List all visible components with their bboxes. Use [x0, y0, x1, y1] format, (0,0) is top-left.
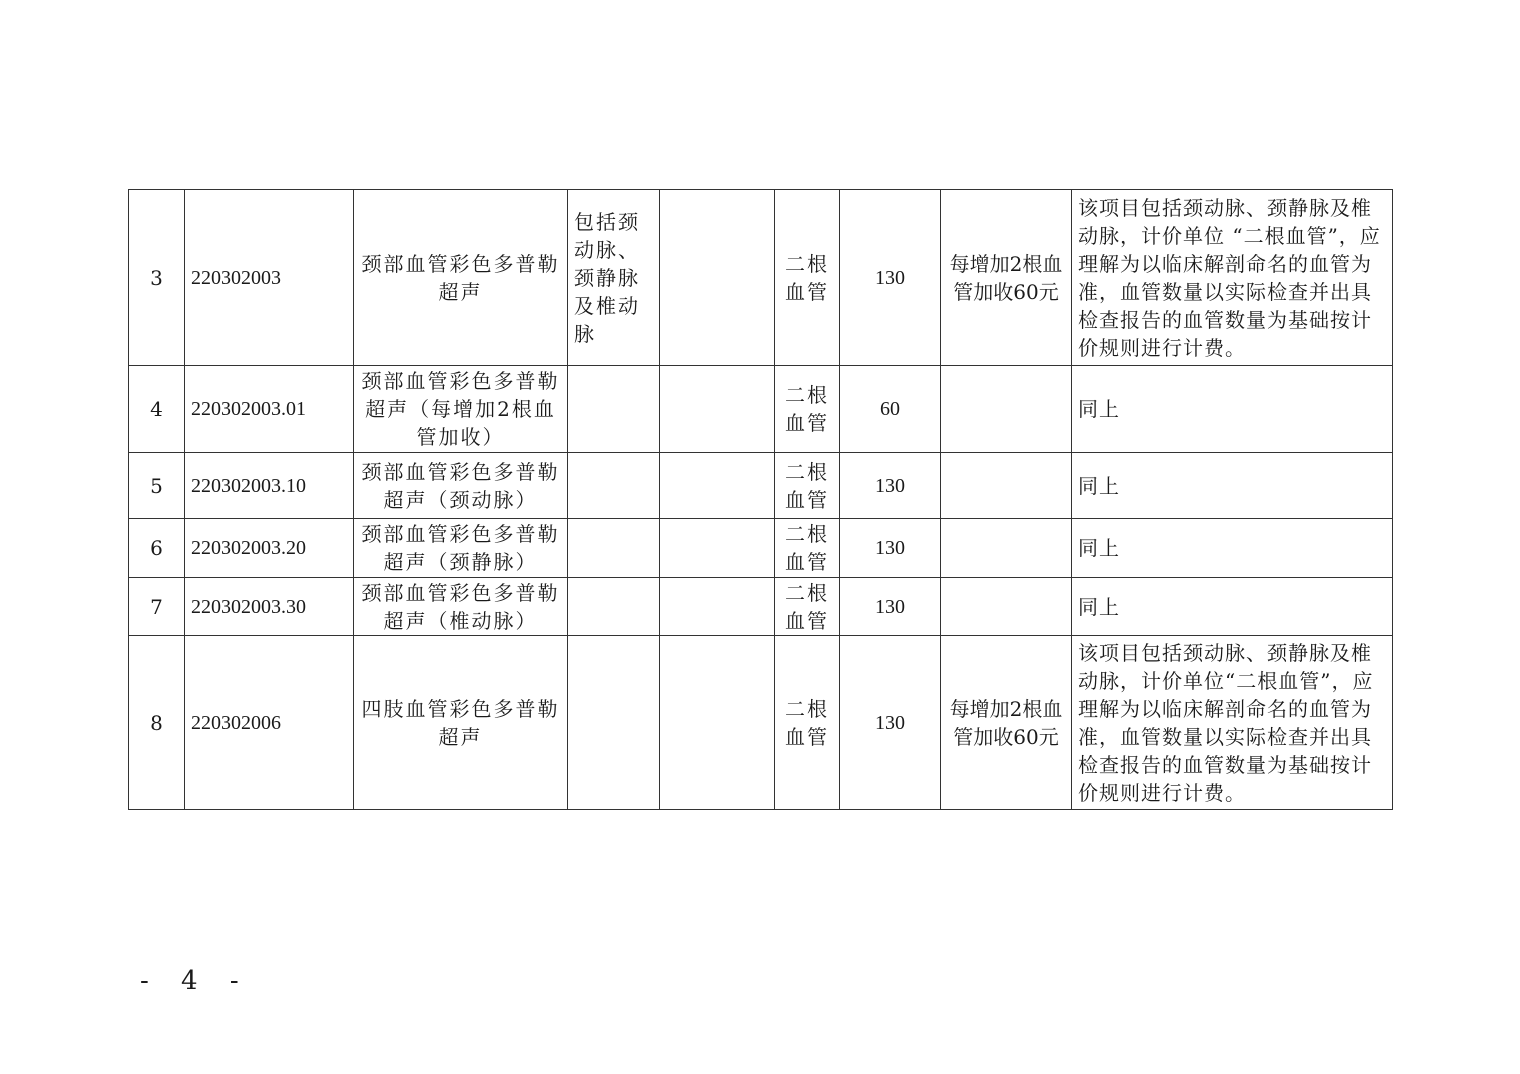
pricing-note: [941, 453, 1072, 519]
item-remark: 同上: [1072, 366, 1393, 453]
row-number: 8: [129, 636, 185, 810]
table-row: [129, 366, 1393, 453]
table-row: [129, 636, 1393, 810]
item-price: 130: [840, 190, 941, 366]
item-code: 220302003.10: [185, 453, 354, 519]
pricing-unit: 二根血管: [775, 636, 840, 810]
table-row: [129, 453, 1393, 519]
row-number: 4: [129, 366, 185, 453]
item-remark: 该项目包括颈动脉、颈静脉及椎动脉，计价单位“二根血管”，应理解为以临床解剖命名的血管为准，血管数量以实际检查并出具检查报告的血管数量为基础按计价规则进行计费。: [1072, 636, 1393, 810]
item-price: 130: [840, 636, 941, 810]
item-code: 220302003.30: [185, 578, 354, 636]
item-exclusions: [660, 519, 775, 578]
table-row: [129, 578, 1393, 636]
item-name: 颈部血管彩色多普勒超声: [354, 190, 568, 366]
item-content: [568, 636, 660, 810]
page-number: - 4 -: [140, 966, 251, 996]
item-content: [568, 578, 660, 636]
item-code: 220302003.20: [185, 519, 354, 578]
price-table: [128, 189, 1393, 810]
row-number: 3: [129, 190, 185, 366]
item-name: 颈部血管彩色多普勒超声（颈动脉）: [354, 453, 568, 519]
item-exclusions: [660, 453, 775, 519]
pricing-note: [941, 578, 1072, 636]
row-number: 6: [129, 519, 185, 578]
item-name: 颈部血管彩色多普勒超声（颈静脉）: [354, 519, 568, 578]
row-number: 7: [129, 578, 185, 636]
item-content: [568, 453, 660, 519]
item-name: 颈部血管彩色多普勒超声（椎动脉）: [354, 578, 568, 636]
table-row: [129, 190, 1393, 366]
item-content: [568, 519, 660, 578]
item-name: 四肢血管彩色多普勒超声: [354, 636, 568, 810]
item-code: 220302006: [185, 636, 354, 810]
pricing-note: [941, 366, 1072, 453]
item-exclusions: [660, 636, 775, 810]
item-price: 130: [840, 453, 941, 519]
item-price: 130: [840, 519, 941, 578]
pricing-unit: 二根血管: [775, 190, 840, 366]
item-exclusions: [660, 366, 775, 453]
pricing-unit: 二根血管: [775, 366, 840, 453]
table-row: [129, 519, 1393, 578]
pricing-note: [941, 519, 1072, 578]
item-remark: 该项目包括颈动脉、颈静脉及椎动脉，计价单位 “二根血管”，应理解为以临床解剖命名的血管为准，血管数量以实际检查并出具检查报告的血管数量为基础按计价规则进行计费。: [1072, 190, 1393, 366]
item-exclusions: [660, 190, 775, 366]
item-remark: 同上: [1072, 519, 1393, 578]
pricing-note: 每增加2根血管加收60元: [941, 636, 1072, 810]
pricing-unit: 二根血管: [775, 519, 840, 578]
item-name: 颈部血管彩色多普勒超声（每增加2根血管加收）: [354, 366, 568, 453]
item-code: 220302003.01: [185, 366, 354, 453]
pricing-unit: 二根血管: [775, 578, 840, 636]
item-price: 130: [840, 578, 941, 636]
item-exclusions: [660, 578, 775, 636]
pricing-note: 每增加2根血管加收60元: [941, 190, 1072, 366]
item-code: 220302003: [185, 190, 354, 366]
item-price: 60: [840, 366, 941, 453]
item-remark: 同上: [1072, 453, 1393, 519]
pricing-unit: 二根血管: [775, 453, 840, 519]
item-remark: 同上: [1072, 578, 1393, 636]
item-content: [568, 366, 660, 453]
item-content: 包括颈动脉、颈静脉及椎动脉: [568, 190, 660, 366]
row-number: 5: [129, 453, 185, 519]
